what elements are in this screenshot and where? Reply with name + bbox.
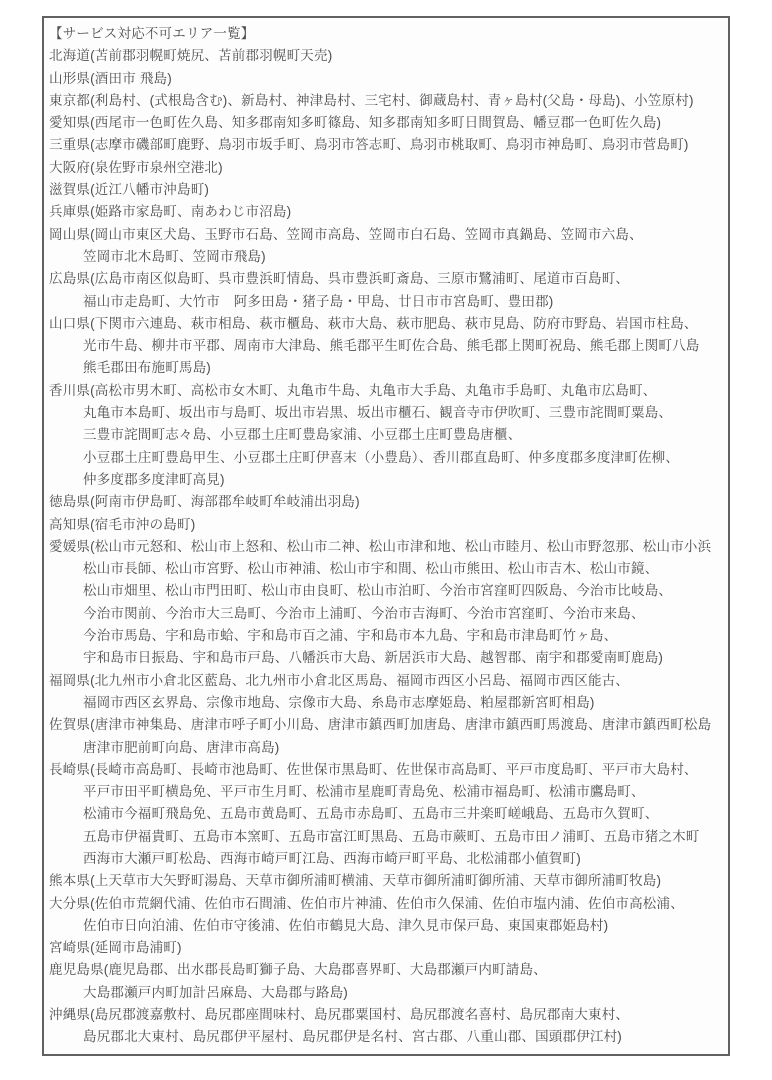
- entry-continuation-line: 熊毛郡田布施町馬島): [83, 360, 211, 376]
- entry-first-line: 広島県(広島市南区似島町、呉市豊浜町情島、呉市豊浜町斎島、三原市鷺浦町、尾道市百島町、: [49, 271, 630, 287]
- prefecture-entry: [49, 134, 722, 156]
- entry-continuation-line: 宇和島市日振島、宇和島市戸島、八幡浜市大島、新居浜市大島、越智郡、南宇和郡愛南町鹿島): [83, 650, 664, 666]
- entry-first-line: 愛知県(西尾市一色町佐久島、知多郡南知多町篠島、知多郡南知多町日間賀島、幡豆郡一色町佐久島): [49, 115, 662, 131]
- entry-first-line: 大分県(佐伯市荒網代浦、佐伯市石間浦、佐伯市片神浦、佐伯市久保浦、佐伯市塩内浦、佐伯市高松浦、: [49, 895, 684, 911]
- entry-continuation-line: 松山市畑里、松山市門田町、松山市由良町、松山市泊町、今治市宮窪町四阪島、今治市比岐島、: [83, 583, 673, 599]
- prefecture-entry: [49, 937, 722, 959]
- entry-continuation-line: 松浦市今福町飛島免、五島市黄島町、五島市赤島町、五島市三井楽町嵯峨島、五島市久賀町、: [83, 806, 659, 822]
- entry-first-line: 高知県(宿毛市沖の島町): [49, 516, 196, 532]
- entry-first-line: 兵庫県(姫路市家島町、南あわじ市沼島): [49, 204, 292, 220]
- prefecture-entry: [49, 90, 722, 112]
- prefecture-entry: [49, 313, 722, 380]
- entry-first-line: 三重県(志摩市磯部町鹿野、鳥羽市坂手町、鳥羽市答志町、鳥羽市桃取町、鳥羽市神島町、鳥羽市菅島町): [49, 137, 689, 153]
- prefecture-entry: [49, 759, 722, 870]
- entry-continuation-line: 大島郡瀬戸内町加計呂麻島、大島郡与路島): [83, 984, 348, 1000]
- prefecture-entry: [49, 670, 722, 715]
- entry-first-line: 山口県(下関市六連島、萩市相島、萩市櫃島、萩市大島、萩市肥島、萩市見島、防府市野島、岩国市柱島、: [49, 315, 698, 331]
- entry-continuation-line: 光市牛島、柳井市平郡、周南市大津島、熊毛郡平生町佐合島、熊毛郡上関町祝島、熊毛郡上関町八島: [83, 338, 700, 354]
- entry-first-line: 沖縄県(島尻郡渡嘉敷村、島尻郡座間味村、島尻郡粟国村、島尻郡渡名喜村、島尻郡南大東村、: [49, 1007, 630, 1023]
- entry-first-line: 宮崎県(延岡市島浦町): [49, 940, 182, 956]
- prefecture-entry: [49, 714, 722, 759]
- entry-continuation-line: 唐津市肥前町向島、唐津市高島): [83, 739, 280, 755]
- entry-continuation-line: 五島市伊福貴町、五島市本窯町、五島市富江町黒島、五島市蕨町、五島市田ノ浦町、五島市猪之木町: [83, 828, 700, 844]
- area-list: [49, 45, 722, 1048]
- entry-first-line: 香川県(高松市男木町、高松市女木町、丸亀市牛島、丸亀市大手島、丸亀市手島町、丸亀市広島町、: [49, 382, 657, 398]
- service-unavailable-area-list-box: [42, 16, 730, 1056]
- entry-first-line: 東京都(利島村、(式根島含む)、新島村、神津島村、三宅村、御蔵島村、青ヶ島村(父島・母島)、小笠原村): [49, 92, 694, 108]
- entry-first-line: 北海道(苫前郡羽幌町焼尻、苫前郡羽幌町天売): [49, 48, 333, 64]
- prefecture-entry: [49, 380, 722, 491]
- entry-continuation-line: 平戸市田平町横島免、平戸市生月町、松浦市星鹿町青島免、松浦市福島町、松浦市鷹島町、: [83, 784, 645, 800]
- entry-first-line: 熊本県(上天草市大矢野町湯島、天草市御所浦町横浦、天草市御所浦町御所浦、天草市御所浦町牧島): [49, 873, 662, 889]
- entry-first-line: 佐賀県(唐津市神集島、唐津市呼子町小川島、唐津市鎮西町加唐島、唐津市鎮西町馬渡島、唐津市鎮西町松島: [49, 717, 712, 733]
- prefecture-entry: [49, 870, 722, 892]
- prefecture-entry: [49, 536, 722, 670]
- prefecture-entry: [49, 959, 722, 1004]
- prefecture-entry: [49, 224, 722, 269]
- prefecture-entry: [49, 514, 722, 536]
- entry-first-line: 長崎県(長崎市高島町、長崎市池島町、佐世保市黒島町、佐世保市高島町、平戸市度島町、平戸市大島村、: [49, 761, 698, 777]
- entry-first-line: 大阪府(泉佐野市泉州空港北): [49, 159, 223, 175]
- prefecture-entry: [49, 179, 722, 201]
- entry-continuation-line: 笠岡市北木島町、笠岡市飛島): [83, 248, 266, 264]
- prefecture-entry: [49, 112, 722, 134]
- list-title: 【サービス対応不可エリア一覧】: [49, 26, 255, 41]
- entry-continuation-line: 小豆郡土庄町豊島甲生、小豆郡土庄町伊喜末（小豊島）、香川郡直島町、仲多度郡多度津町佐柳、: [83, 449, 680, 465]
- entry-first-line: 岡山県(岡山市東区犬島、玉野市石島、笠岡市高島、笠岡市白石島、笠岡市真鍋島、笠岡市六島、: [49, 226, 643, 242]
- prefecture-entry: [49, 893, 722, 938]
- entry-continuation-line: 仲多度郡多度津町高見): [83, 471, 225, 487]
- entry-continuation-line: 福山市走島町、大竹市 阿多田島・猪子島・甲島、廿日市市宮島町、豊田郡): [83, 293, 554, 309]
- prefecture-entry: [49, 491, 722, 513]
- prefecture-entry: [49, 201, 722, 223]
- entry-continuation-line: 西海市大瀬戸町松島、西海市崎戸町江島、西海市崎戸町平島、北松浦郡小値賀町): [83, 850, 581, 866]
- entry-first-line: 鹿児島県(鹿児島郡、出水郡長島町獅子島、大島郡喜界町、大島郡瀬戸内町請島、: [49, 962, 547, 978]
- prefecture-entry: [49, 68, 722, 90]
- entry-first-line: 福岡県(北九州市小倉北区藍島、北九州市小倉北区馬島、福岡市西区小呂島、福岡市西区能古、: [49, 672, 630, 688]
- entry-continuation-line: 佐伯市日向泊浦、佐伯市守後浦、佐伯市鶴見大島、津久見市保戸島、東国東郡姫島村): [83, 917, 609, 933]
- entry-continuation-line: 今治市関前、今治市大三島町、今治市上浦町、今治市吉海町、今治市宮窪町、今治市来島、: [83, 605, 645, 621]
- prefecture-entry: [49, 268, 722, 313]
- prefecture-entry: [49, 45, 722, 67]
- entry-continuation-line: 福岡市西区玄界島、宗像市地島、宗像市大島、糸島市志摩姫島、粕屋郡新宮町相島): [83, 694, 595, 710]
- prefecture-entry: [49, 1004, 722, 1049]
- entry-first-line: 徳島県(阿南市伊島町、海部郡牟岐町牟岐浦出羽島): [49, 494, 360, 510]
- entry-continuation-line: 丸亀市本島町、坂出市与島町、坂出市岩黒、坂出市櫃石、観音寺市伊吹町、三豊市詫間町粟島、: [83, 405, 673, 421]
- entry-continuation-line: 松山市長師、松山市宮野、松山市神浦、松山市宇和間、松山市熊田、松山市吉木、松山市鏡、: [83, 561, 659, 577]
- entry-first-line: 山形県(酒田市 飛島): [49, 70, 172, 86]
- entry-first-line: 滋賀県(近江八幡市沖島町): [49, 182, 210, 198]
- entry-continuation-line: 島尻郡北大東村、島尻郡伊平屋村、島尻郡伊是名村、宮古郡、八重山郡、国頭郡伊江村): [83, 1029, 622, 1045]
- entry-continuation-line: 今治市馬島、宇和島市蛤、宇和島市百之浦、宇和島市本九島、宇和島市津島町竹ヶ島、: [83, 628, 618, 644]
- prefecture-entry: [49, 157, 722, 179]
- entry-first-line: 愛媛県(松山市元怒和、松山市上怒和、松山市二神、松山市津和地、松山市睦月、松山市野忽那、松山市小浜: [49, 538, 712, 554]
- entry-continuation-line: 三豊市詫間町志々島、小豆郡土庄町豊島家浦、小豆郡土庄町豊島唐櫃、: [83, 427, 522, 443]
